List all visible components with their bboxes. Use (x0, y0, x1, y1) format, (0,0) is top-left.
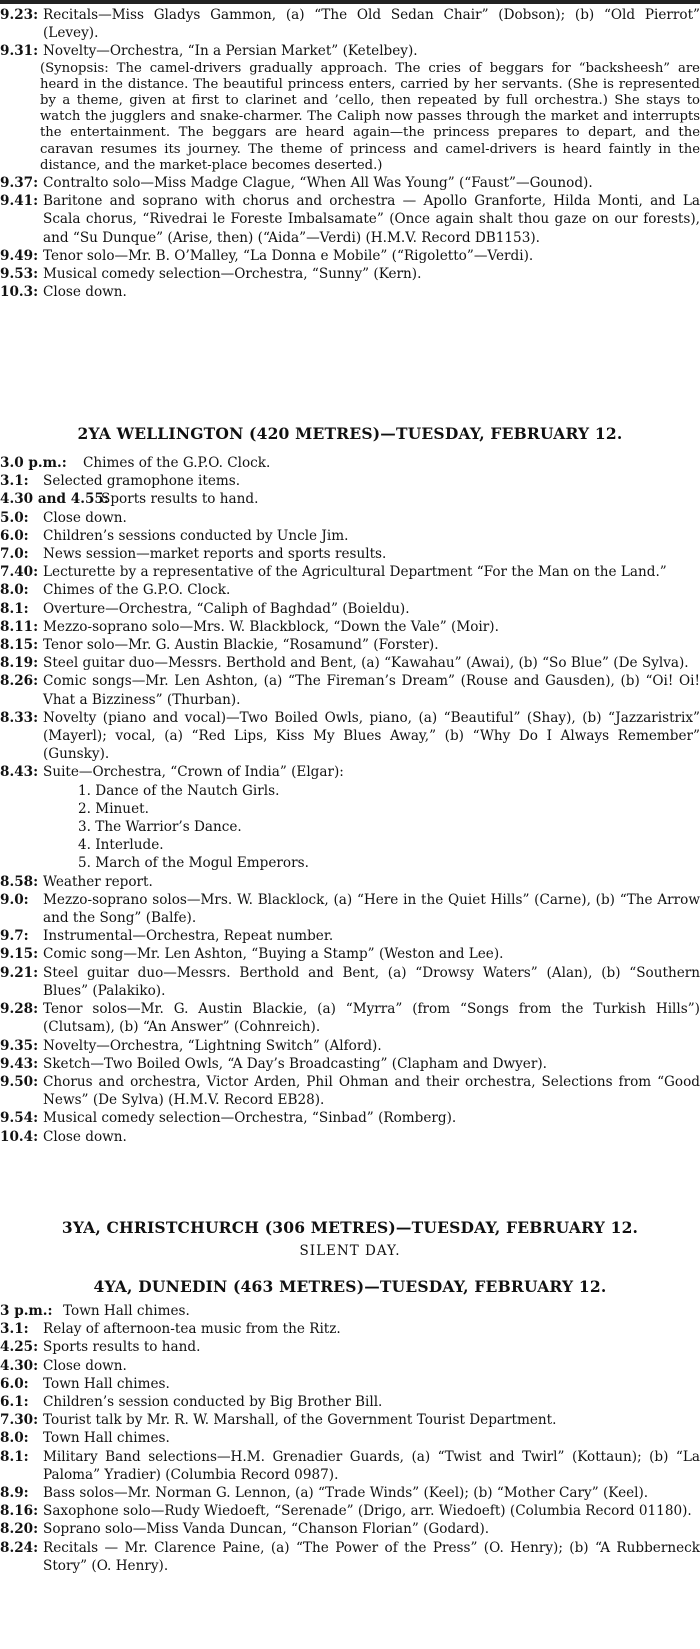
entry-text: Mezzo-soprano solos—Mrs. W. Blacklock, (a) “Here in the Quiet Hills” (Carne), (b) “The Arrow and the Song” (Balfe). (43, 891, 700, 927)
programme-entry (0, 1037, 700, 1055)
entry-text: Relay of afternoon-tea music from the Ritz. (43, 1321, 341, 1338)
entry-text: Tourist talk by Mr. R. W. Marshall, of the Government Tourist Department. (43, 1412, 557, 1429)
entry-text: Tenor solo—Mr. G. Austin Blackie, “Rosamund” (Forster). (43, 637, 439, 654)
entry-text: Recitals—Miss Gladys Gammon, (a) “The Old Sedan Chair” (Dobson); (b) “Old Pierrot” (Levey). (43, 7, 700, 42)
programme-entry (0, 1073, 700, 1109)
entry-text: Weather report. (43, 873, 153, 890)
entry-time: 9.50: (0, 1073, 39, 1090)
entry-text: Soprano solo—Miss Vanda Duncan, “Chanson Florian” (Godard). (43, 1521, 490, 1538)
entry-time: 9.35: (0, 1037, 39, 1054)
entry-text: Musical comedy selection—Orchestra, “Sunny” (Kern). (43, 266, 422, 283)
programme-entry (0, 42, 700, 60)
programme-entry (0, 654, 700, 672)
station-heading: 3YA, CHRISTCHURCH (306 METRES)—TUESDAY, FEBRUARY 12. (61, 1218, 639, 1237)
programme-entry (0, 265, 700, 283)
entry-time: 9.53: (0, 266, 39, 283)
entry-time: 8.26: (0, 673, 39, 690)
programme-entry (0, 1357, 700, 1375)
entry-time: 8.43: (0, 764, 39, 781)
list-item: 1. Dance of the Nautch Girls. (78, 782, 280, 799)
entry-text: Close down. (43, 1128, 127, 1145)
entry-text: Sketch—Two Boiled Owls, “A Day’s Broadcasting” (Clapham and Dwyer). (43, 1055, 547, 1072)
entry-time: 8.24: (0, 1539, 39, 1556)
entry-time: 3.1: (0, 473, 29, 490)
programme-entry (0, 6, 700, 42)
programme-entry (0, 600, 700, 618)
entry-text: Tenor solos—Mr. G. Austin Blackie, (a) “Myrra” (from “Songs from the Turkish Hills”) (Clutsam), (b) “An Answer” (Cohnreich). (43, 1001, 700, 1036)
list-item: 3. The Warrior’s Dance. (78, 819, 242, 836)
programme-entry (0, 709, 700, 764)
programme-entry (0, 581, 700, 599)
entry-time: 9.37: (0, 175, 39, 192)
programme-entry (0, 283, 700, 301)
entry-time: 8.15: (0, 637, 39, 654)
station-heading: 2YA WELLINGTON (420 METRES)—TUESDAY, FEBRUARY 12. (77, 424, 623, 443)
station-3ya-section (0, 1218, 700, 1260)
top-rule (0, 0, 700, 4)
programme-entry (0, 891, 700, 927)
entry-time: 7.40: (0, 564, 39, 581)
entry-text: Instrumental—Orchestra, Repeat number. (43, 928, 334, 945)
entry-time: 6.1: (0, 1394, 29, 1411)
programme-entry (0, 174, 700, 192)
programme-entry (0, 1000, 700, 1036)
entry-text: Town Hall chimes. (43, 1430, 170, 1447)
entry-time: 9.41: (0, 193, 39, 210)
entry-time: 8.19: (0, 655, 39, 672)
entry-time: 8.0: (0, 1430, 29, 1447)
entry-text: Mezzo-soprano solo—Mrs. W. Blackblock, “Down the Vale” (Moir). (43, 618, 499, 635)
entry-text: Comic song—Mr. Len Ashton, “Buying a Stamp” (Weston and Lee). (43, 946, 504, 963)
entry-text: Comic songs—Mr. Len Ashton, (a) “The Fireman’s Dream” (Rouse and Gausden), (b) “Oi! Oi! Vhat a Bizziness” (Thurban). (43, 673, 700, 708)
synopsis-text: (Synopsis: The camel-drivers gradually approach. The cries of beggars for “backsheesh” are heard in the distance. The beautiful princess enters, carried by her servants. (She is represented by a theme, given at first to clarinet and ’cello, then repeated by full orchestra.) She stays to watch the jugglers and snake-charmer. The Caliph now passes through the market and interrupts the entertainment. The beggars are heard again—the princess prepares to depart, and the caravan resumes its journey. The theme of princess and camel-drivers is heard faintly in the distance, and the market-place becomes deserted.) (40, 60, 700, 173)
programme-entry (0, 1055, 700, 1073)
entry-time: 4.25: (0, 1339, 39, 1356)
entry-text: Close down. (43, 284, 127, 301)
programme-entry (0, 1320, 700, 1338)
programme-entry (0, 1375, 700, 1393)
programme-entry (0, 672, 700, 708)
entry-text: Recitals — Mr. Clarence Paine, (a) “The Power of the Press” (O. Henry); (b) “A Rubberneck Story” (O. Henry). (43, 1539, 700, 1574)
entry-time: 3 p.m.: (0, 1303, 53, 1319)
entry-time: 8.20: (0, 1521, 39, 1538)
entry-text: Baritone and soprano with chorus and orchestra — Apollo Granforte, Hilda Monti, and La Scala chorus, “Rivedrai le Foreste Imbalsamate” (Once again shalt thou gaze on our forests), and “Su Dunque” (Arise, then) (“Aida”—Verdi) (H.M.V. Record DB1153). (43, 193, 700, 246)
programme-entry (0, 1393, 700, 1411)
entry-text: Musical comedy selection—Orchestra, “Sinbad” (Romberg). (43, 1110, 457, 1127)
entry-text: Sports results to hand. (43, 1339, 201, 1356)
entry-time: 4.30 and 4.55: (0, 491, 109, 508)
programme-entry (0, 1338, 700, 1356)
entry-time: 3.0 p.m.: (0, 455, 67, 471)
entry-text: Tenor solo—Mr. B. O’Malley, “La Donna e Mobile” (“Rigoletto”—Verdi). (43, 247, 534, 264)
entry-text: Chimes of the G.P.O. Clock. (83, 455, 271, 471)
entry-time: 7.30: (0, 1412, 39, 1429)
programme-entry (0, 472, 700, 490)
programme-entry (0, 545, 700, 563)
programme-continuation (0, 6, 700, 301)
programme-entry (0, 192, 700, 247)
entry-time: 9.7: (0, 928, 29, 945)
entry-time: 9.28: (0, 1001, 39, 1018)
programme-entry (0, 1448, 700, 1484)
entry-text: Close down. (43, 1357, 127, 1374)
programme-entry (0, 247, 700, 265)
programme-entry (0, 964, 700, 1000)
entry-text: Novelty—Orchestra, “Lightning Switch” (Alford). (43, 1037, 382, 1054)
entry-time: 8.9: (0, 1485, 29, 1502)
programme-entry (0, 1484, 700, 1502)
programme-entry (0, 1109, 700, 1127)
programme-entry (0, 618, 700, 636)
entry-time: 3.1: (0, 1321, 29, 1338)
station-4ya-section (0, 1277, 700, 1575)
programme-entry (0, 563, 700, 581)
entry-text: Military Band selections—H.M. Grenadier Guards, (a) “Twist and Twirl” (Kottaun); (b) “La Paloma” Yradier) (Columbia Record 0987). (43, 1448, 700, 1483)
programme-entry (0, 927, 700, 945)
programme-entry (0, 1502, 700, 1520)
programme-entry (0, 1411, 700, 1429)
programme-entry (0, 1302, 700, 1320)
entry-time: 6.0: (0, 527, 29, 544)
entry-time: 8.33: (0, 709, 39, 726)
station-2ya-section (0, 424, 700, 1146)
entry-time: 9.0: (0, 891, 29, 908)
list-item: 5. March of the Mogul Emperors. (78, 855, 309, 872)
entry-text: Lecturette by a representative of the Agricultural Department “For the Man on the Land.” (43, 564, 667, 581)
entry-time: 9.49: (0, 247, 39, 264)
entry-text: Chimes of the G.P.O. Clock. (43, 582, 231, 599)
programme-entry (0, 945, 700, 963)
entry-time: 10.3: (0, 284, 39, 301)
entry-time: 9.54: (0, 1110, 39, 1127)
programme-entry (0, 763, 700, 781)
programme-entry (0, 1539, 700, 1575)
entry-text: Chorus and orchestra, Victor Arden, Phil Ohman and their orchestra, Selections from “Good News” (De Sylva) (H.M.V. Record EB28). (43, 1073, 700, 1109)
entry-time: 8.58: (0, 873, 39, 890)
entry-text: Selected gramophone items. (43, 473, 241, 490)
entry-text: Overture—Orchestra, “Caliph of Baghdad” (Boieldu). (43, 600, 410, 617)
programme-entry (0, 1429, 700, 1447)
entry-text: Steel guitar duo—Messrs. Berthold and Bent, (a) “Kawahau” (Awai), (b) “So Blue” (De Sylva). (43, 655, 689, 672)
entry-text: Novelty—Orchestra, “In a Persian Market” (Ketelbey). (43, 43, 418, 60)
programme-entry (0, 454, 700, 472)
entry-text: Sports results to hand. (101, 491, 259, 508)
entry-text: Contralto solo—Miss Madge Clague, “When All Was Young” (“Faust”—Gounod). (43, 175, 593, 192)
entry-time: 8.16: (0, 1503, 39, 1520)
entry-time: 8.11: (0, 618, 39, 635)
suite-movements-list (0, 782, 700, 873)
entry-time: 8.1: (0, 1448, 29, 1465)
entry-time: 9.15: (0, 946, 39, 963)
entry-text: Bass solos—Mr. Norman G. Lennon, (a) “Trade Winds” (Keel); (b) “Mother Cary” (Keel). (43, 1485, 649, 1502)
entry-time: 9.43: (0, 1055, 39, 1072)
programme-entry (0, 636, 700, 654)
entry-time: 7.0: (0, 546, 29, 563)
entry-time: 9.23: (0, 7, 39, 23)
entry-time: 4.30: (0, 1357, 39, 1374)
entry-text: Close down. (43, 509, 127, 526)
entry-text: Saxophone solo—Rudy Wiedoeft, “Serenade” (Drigo, arr. Wiedoeft) (Columbia Record 01180). (43, 1503, 692, 1520)
entry-time: 9.31: (0, 43, 39, 60)
entry-time: 5.0: (0, 509, 29, 526)
list-item: 4. Interlude. (78, 837, 164, 854)
entry-text: Town Hall chimes. (63, 1303, 190, 1319)
entry-time: 8.1: (0, 600, 29, 617)
programme-entry (0, 1520, 700, 1538)
programme-entry (0, 873, 700, 891)
entry-time: 10.4: (0, 1128, 39, 1145)
list-item: 2. Minuet. (78, 800, 149, 817)
programme-entry (0, 1128, 700, 1146)
silent-day-note: SILENT DAY. (299, 1243, 401, 1259)
programme-entry (0, 527, 700, 545)
entry-text: News session—market reports and sports results. (43, 546, 387, 563)
entry-text: Children’s sessions conducted by Uncle Jim. (43, 527, 349, 544)
entry-time: 6.0: (0, 1375, 29, 1392)
entry-text: Steel guitar duo—Messrs. Berthold and Bent, (a) “Drowsy Waters” (Alan), (b) “Southern Blues” (Palakiko). (43, 964, 700, 999)
entry-text: Suite—Orchestra, “Crown of India” (Elgar): (43, 764, 344, 781)
entry-time: 8.0: (0, 582, 29, 599)
entry-text: Children’s session conducted by Big Brother Bill. (43, 1394, 383, 1411)
entry-text: Novelty (piano and vocal)—Two Boiled Owls, piano, (a) “Beautiful” (Shay), (b) “Jazzaristrix” (Mayerl); vocal, (a) “Red Lips, Kiss My Blues Away,” (b) “Why Do I Always Remember” (Gunsky). (43, 709, 700, 763)
programme-entry (0, 490, 700, 508)
entry-time: 9.21: (0, 964, 39, 981)
entry-text: Town Hall chimes. (43, 1375, 170, 1392)
programme-entry (0, 509, 700, 527)
station-heading: 4YA, DUNEDIN (463 METRES)—TUESDAY, FEBRUARY 12. (93, 1277, 607, 1296)
